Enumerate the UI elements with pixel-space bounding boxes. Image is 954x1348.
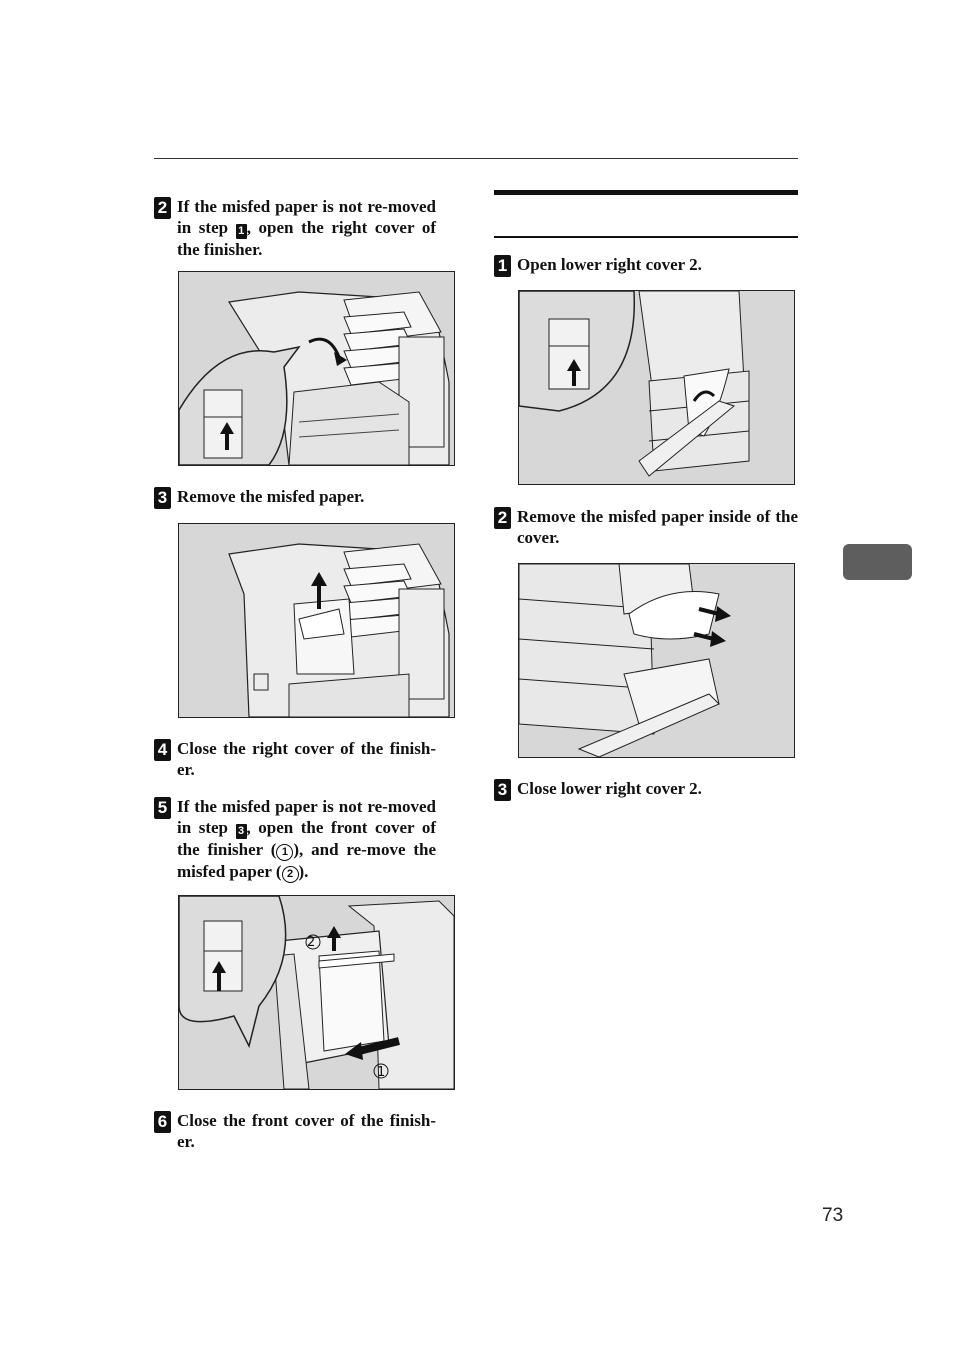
step-right-3 xyxy=(494,778,798,799)
step-text: Remove the misfed paper. xyxy=(177,487,365,506)
figure-open-right-cover xyxy=(178,271,455,466)
step-ref-badge: 1 xyxy=(236,224,247,239)
figure-remove-paper xyxy=(178,523,455,718)
chapter-thumb-tab xyxy=(843,544,912,580)
figure-remove-paper-inside xyxy=(518,563,795,758)
step-text: Close the front cover of the finish-er. xyxy=(177,1111,436,1151)
finisher-illustration xyxy=(179,896,454,1089)
finisher-illustration xyxy=(179,524,454,717)
circled-number: 2 xyxy=(282,866,299,883)
step-number-badge: 4 xyxy=(154,739,171,761)
step-left-3 xyxy=(154,486,436,507)
step-text: Close lower right cover 2. xyxy=(517,779,702,798)
step-number-badge: 3 xyxy=(154,487,171,509)
step-right-2 xyxy=(494,506,798,548)
callout-1-label: 1 xyxy=(377,1065,386,1080)
step-text: If the misfed paper is not re-moved in step 1 , open the right cover of the finisher. xyxy=(177,197,436,259)
figure-open-lower-cover xyxy=(518,290,795,485)
step-right-1 xyxy=(494,254,798,275)
step-left-6 xyxy=(154,1110,436,1152)
step-text: Remove the misfed paper inside of the cover. xyxy=(517,507,798,547)
step-text: Open lower right cover 2. xyxy=(517,255,702,274)
callout-2-label: 2 xyxy=(307,935,316,950)
section-rule-thick xyxy=(494,190,798,195)
step-text: Close the right cover of the finish-er. xyxy=(177,739,436,779)
finisher-illustration xyxy=(179,272,454,465)
header-rule xyxy=(154,158,798,159)
section-rule-thin xyxy=(494,236,798,238)
step-left-5 xyxy=(154,796,436,883)
printer-illustration xyxy=(519,291,794,484)
step-ref-badge: 3 xyxy=(236,824,247,839)
step-number-badge: 2 xyxy=(494,507,511,529)
step-text: If the misfed paper is not re-moved in step 3 , open the front cover of the finisher ( 1 ), and re-move the misfed paper ( 2 ). xyxy=(177,797,436,881)
step-number-badge: 6 xyxy=(154,1111,171,1133)
step-left-4 xyxy=(154,738,436,780)
printer-illustration xyxy=(519,564,794,757)
page-number: 73 xyxy=(822,1205,844,1226)
step-number-badge: 3 xyxy=(494,779,511,801)
step-number-badge: 2 xyxy=(154,197,171,219)
circled-number: 1 xyxy=(276,844,293,861)
figure-open-front-cover xyxy=(178,895,455,1090)
step-left-2 xyxy=(154,196,436,260)
step-number-badge: 5 xyxy=(154,797,171,819)
step-number-badge: 1 xyxy=(494,255,511,277)
